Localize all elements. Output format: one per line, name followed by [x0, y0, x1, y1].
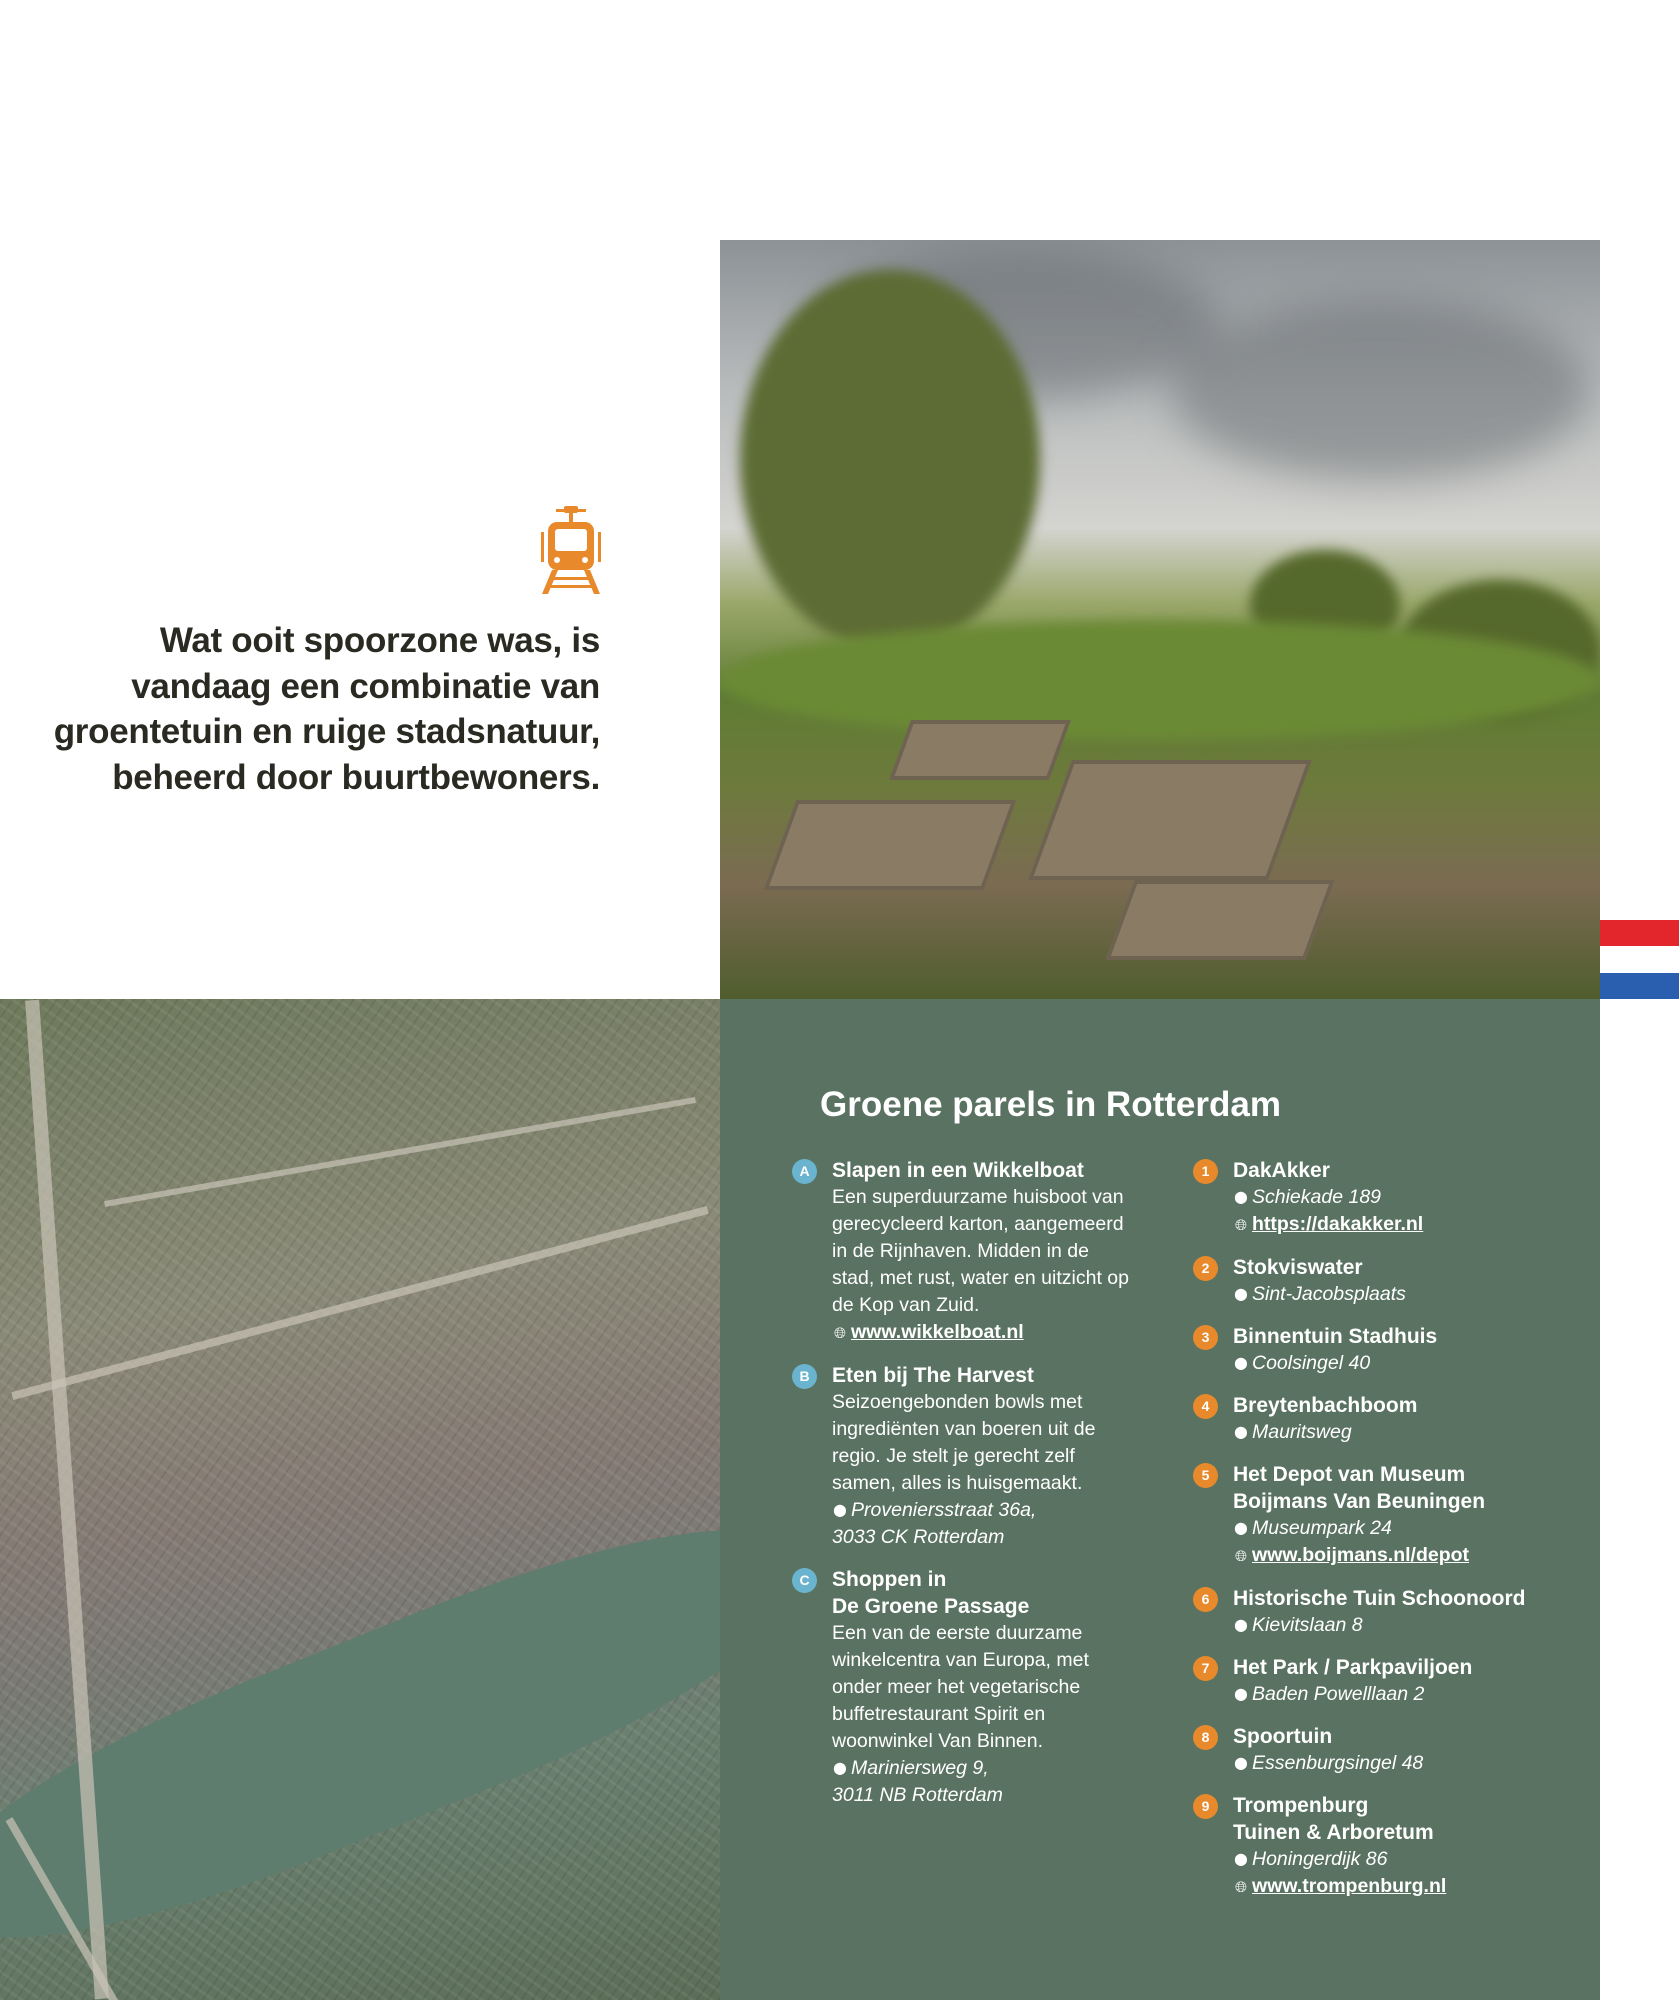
address-line-2: 3033 CK Rotterdam [832, 1526, 1005, 1548]
train-icon [540, 506, 602, 594]
address: ⬤ Mauritsweg [1233, 1419, 1553, 1446]
address: ⬤ Kievitslaan 8 [1233, 1612, 1553, 1639]
green-pearls-panel [720, 999, 1600, 2000]
item-title: Het Park / Parkpaviljoen [1233, 1656, 1473, 1679]
map-pin-icon: ⬤ [1234, 1756, 1248, 1770]
item-title: Trompenburg [1233, 1794, 1369, 1817]
pull-quote: Wat ooit spoorzone was, is vandaag een combinatie van groentetuin en ruige stadsnatuur, beheerd door buurtbewoners. [53, 621, 600, 797]
website-link[interactable]: 🌐︎ www.wikkelboat.nl [832, 1319, 1132, 1347]
list-item [1193, 1654, 1553, 1708]
list-item [792, 1566, 1132, 1809]
website-link[interactable]: 🌐︎ https://dakakker.nl [1233, 1211, 1553, 1239]
garden-photo [720, 240, 1600, 999]
map-pin-icon: ⬤ [1234, 1356, 1248, 1370]
globe-icon: 🌐︎ [833, 1325, 846, 1342]
number-badge: 4 [1193, 1394, 1218, 1419]
letter-badge: B [792, 1364, 817, 1389]
website-link[interactable]: 🌐︎ www.trompenburg.nl [1233, 1873, 1553, 1901]
item-title: Historische Tuin Schoonoord [1233, 1587, 1526, 1610]
dutch-flag [1600, 920, 1679, 999]
item-title: Slapen in een Wikkelboat [832, 1159, 1084, 1182]
list-item [1193, 1723, 1553, 1777]
item-title: DakAkker [1233, 1159, 1330, 1182]
list-item [1193, 1157, 1553, 1239]
letter-badge: C [792, 1568, 817, 1593]
address: ⬤ Essenburgsingel 48 [1233, 1750, 1553, 1777]
globe-icon: 🌐︎ [1234, 1879, 1247, 1896]
list-item [1193, 1392, 1553, 1446]
item-description: Een van de eerste duurzame winkelcentra van Europa, met onder meer het vegetarische buffetrestaurant Spirit en woonwinkel Van Binnen. [832, 1622, 1089, 1752]
map-pin-icon: ⬤ [833, 1761, 847, 1775]
address-line-2: 3011 NB Rotterdam [832, 1784, 1003, 1806]
item-description: Seizoengebonden bowls met ingrediënten van boeren uit de regio. Je stelt je gerecht zelf samen, alles is huisgemaakt. [832, 1391, 1096, 1494]
address: ⬤ Proveniersstraat 36a, [832, 1497, 1132, 1524]
address: ⬤ Sint-Jacobsplaats [1233, 1281, 1553, 1308]
item-title: Binnentuin Stadhuis [1233, 1325, 1438, 1348]
item-title-line-2: Tuinen & Arboretum [1233, 1821, 1434, 1844]
number-badge: 5 [1193, 1463, 1218, 1488]
map-pin-icon: ⬤ [833, 1503, 847, 1517]
item-title: Spoortuin [1233, 1725, 1333, 1748]
number-badge: 6 [1193, 1587, 1218, 1612]
panel-title: Groene parels in Rotterdam [820, 1085, 1281, 1124]
letter-badge: A [792, 1159, 817, 1184]
globe-icon: 🌐︎ [1234, 1548, 1247, 1565]
number-badge: 2 [1193, 1256, 1218, 1281]
item-title-line-2: Boijmans Van Beuningen [1233, 1490, 1486, 1513]
number-badge: 8 [1193, 1725, 1218, 1750]
website-link[interactable]: 🌐︎ www.boijmans.nl/depot [1233, 1542, 1553, 1570]
map-pin-icon: ⬤ [1234, 1521, 1248, 1535]
item-title: Stokviswater [1233, 1256, 1363, 1279]
map-pin-icon: ⬤ [1234, 1425, 1248, 1439]
list-item [1193, 1585, 1553, 1639]
list-item [1193, 1254, 1553, 1308]
number-badge: 1 [1193, 1159, 1218, 1184]
number-badge: 7 [1193, 1656, 1218, 1681]
map-pin-icon: ⬤ [1234, 1287, 1248, 1301]
list-item [792, 1157, 1132, 1347]
map-pin-icon: ⬤ [1234, 1687, 1248, 1701]
item-description: Een superduurzame huisboot van gerecycleerd karton, aangemeerd in de Rijnhaven. Midden in de stad, met rust, water en uitzicht op de Kop van Zuid. [832, 1186, 1129, 1316]
list-item [1193, 1461, 1553, 1570]
number-badge: 3 [1193, 1325, 1218, 1350]
right-column [1193, 1157, 1553, 1916]
map-pin-icon: ⬤ [1234, 1190, 1248, 1204]
map-pin-icon: ⬤ [1234, 1618, 1248, 1632]
address: ⬤ Baden Powelllaan 2 [1233, 1681, 1553, 1708]
list-item [792, 1362, 1132, 1551]
address: ⬤ Coolsingel 40 [1233, 1350, 1553, 1377]
map-pin-icon: ⬤ [1234, 1852, 1248, 1866]
number-badge: 9 [1193, 1794, 1218, 1819]
aerial-map-photo [0, 999, 720, 2000]
item-title: Het Depot van Museum [1233, 1463, 1466, 1486]
item-title: Breytenbachboom [1233, 1394, 1418, 1417]
address: ⬤ Museumpark 24 [1233, 1515, 1553, 1542]
item-title: Shoppen in [832, 1568, 947, 1591]
globe-icon: 🌐︎ [1234, 1217, 1247, 1234]
list-item [1193, 1792, 1553, 1901]
list-item [1193, 1323, 1553, 1377]
left-column [792, 1157, 1132, 1824]
item-title-line-2: De Groene Passage [832, 1595, 1030, 1618]
address: ⬤ Mariniersweg 9, [832, 1755, 1132, 1782]
item-title: Eten bij The Harvest [832, 1364, 1034, 1387]
address: ⬤ Schiekade 189 [1233, 1184, 1553, 1211]
address: ⬤ Honingerdijk 86 [1233, 1846, 1553, 1873]
